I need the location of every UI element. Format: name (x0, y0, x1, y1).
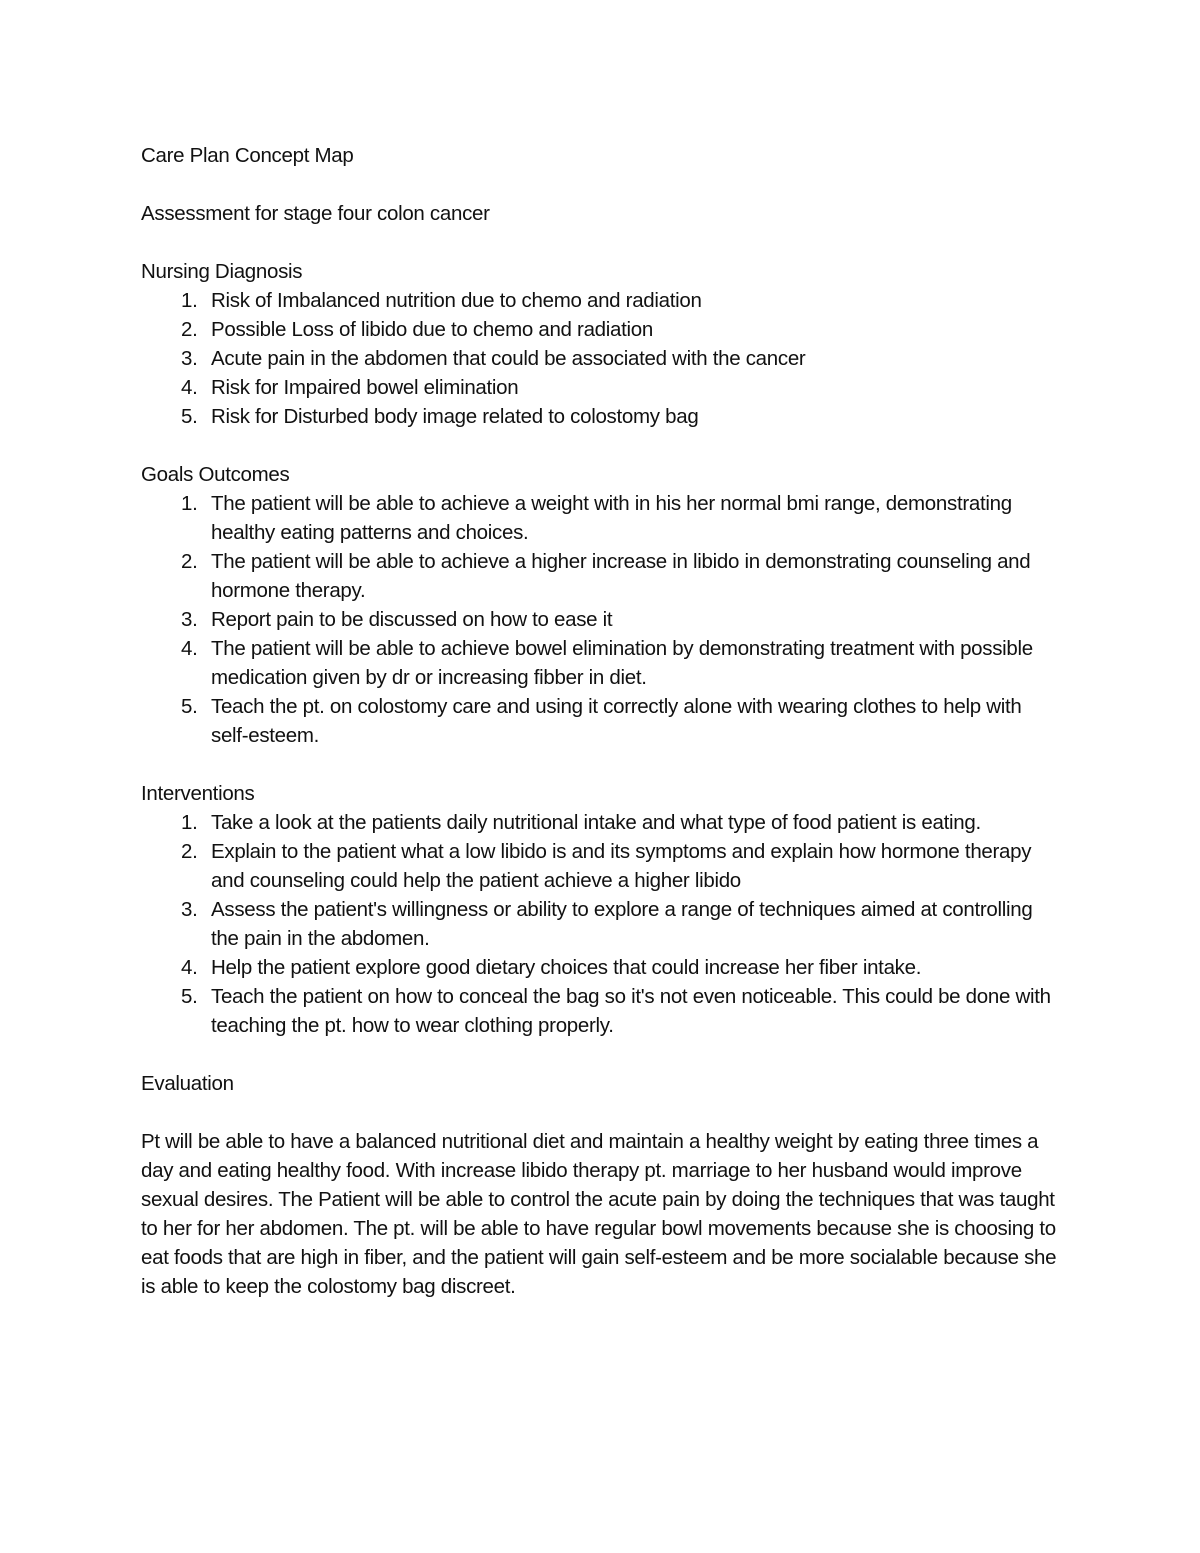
list-item (141, 953, 1061, 982)
assessment-heading: Assessment for stage four colon cancer (141, 202, 490, 225)
list-number: 5. (181, 695, 198, 718)
list-item (141, 344, 1061, 373)
list-number: 1. (181, 492, 198, 515)
nursing-diagnosis-list (141, 286, 1061, 431)
spacer (141, 750, 1061, 779)
list-number: 3. (181, 347, 198, 370)
list-number: 4. (181, 637, 198, 660)
list-number: 3. (181, 898, 198, 921)
list-item (141, 605, 1061, 634)
list-number: 5. (181, 405, 198, 428)
list-item-text: Acute pain in the abdomen that could be associated with the cancer (211, 347, 806, 370)
list-item (141, 489, 1061, 547)
list-number: 2. (181, 550, 198, 573)
spacer (141, 1040, 1061, 1069)
list-item (141, 982, 1061, 1040)
list-item (141, 402, 1061, 431)
list-number: 3. (181, 608, 198, 631)
list-item (141, 315, 1061, 344)
list-number: 4. (181, 956, 198, 979)
goals-outcomes-list (141, 489, 1061, 750)
interventions-heading: Interventions (141, 782, 255, 805)
list-item-text: Risk of Imbalanced nutrition due to chemo and radiation (211, 289, 702, 312)
list-item (141, 808, 1061, 837)
list-item-text: Risk for Impaired bowel elimination (211, 376, 519, 399)
list-item (141, 634, 1061, 692)
spacer (141, 228, 1061, 257)
list-number: 1. (181, 289, 198, 312)
list-number: 2. (181, 318, 198, 341)
list-item-text: Risk for Disturbed body image related to colostomy bag (211, 405, 699, 428)
list-item (141, 895, 1061, 953)
spacer (141, 170, 1061, 199)
list-item-text: The patient will be able to achieve a higher increase in libido in demonstrating counseling and hormone therapy. (211, 550, 1031, 602)
evaluation-heading: Evaluation (141, 1072, 234, 1095)
list-item-text: Teach the patient on how to conceal the bag so it's not even noticeable. This could be done with teaching the pt. how to wear clothing properly. (211, 985, 1051, 1037)
list-item-text: Teach the pt. on colostomy care and using it correctly alone with wearing clothes to help with self-esteem. (211, 695, 1022, 747)
document-title: Care Plan Concept Map (141, 144, 354, 167)
list-item (141, 286, 1061, 315)
list-number: 2. (181, 840, 198, 863)
list-item (141, 692, 1061, 750)
list-item (141, 547, 1061, 605)
document-body (141, 141, 1061, 1301)
list-item-text: Report pain to be discussed on how to ease it (211, 608, 613, 631)
list-item-text: Explain to the patient what a low libido is and its symptoms and explain how hormone therapy and counseling could help the patient achieve a higher libido (211, 840, 1032, 892)
list-item-text: Help the patient explore good dietary choices that could increase her fiber intake. (211, 956, 922, 979)
spacer (141, 431, 1061, 460)
nursing-diagnosis-heading: Nursing Diagnosis (141, 260, 303, 283)
list-number: 4. (181, 376, 198, 399)
list-number: 5. (181, 985, 198, 1008)
goals-outcomes-heading: Goals Outcomes (141, 463, 290, 486)
list-item (141, 837, 1061, 895)
spacer (141, 1098, 1061, 1127)
list-item-text: Take a look at the patients daily nutritional intake and what type of food patient is eating. (211, 811, 981, 834)
evaluation-paragraph: Pt will be able to have a balanced nutritional diet and maintain a healthy weight by eating three times a day and eating healthy food. With increase libido therapy pt. marriage to her husband would improve sexual desires. The Patient will be able to control the acute pain by doing the techniques that was taught to her for her abdomen. The pt. will be able to have regular bowl movements because she is choosing to eat foods that are high in fiber, and the patient will gain self-esteem and be more socialable because she is able to keep the colostomy bag discreet. (141, 1130, 1057, 1298)
list-item-text: Assess the patient's willingness or ability to explore a range of techniques aimed at controlling the pain in the abdomen. (211, 898, 1033, 950)
list-item (141, 373, 1061, 402)
list-item-text: The patient will be able to achieve a weight with in his her normal bmi range, demonstrating healthy eating patterns and choices. (211, 492, 1012, 544)
list-item-text: Possible Loss of libido due to chemo and radiation (211, 318, 653, 341)
list-number: 1. (181, 811, 198, 834)
interventions-list (141, 808, 1061, 1040)
list-item-text: The patient will be able to achieve bowel elimination by demonstrating treatment with possible medication given by dr or increasing fibber in diet. (211, 637, 1033, 689)
